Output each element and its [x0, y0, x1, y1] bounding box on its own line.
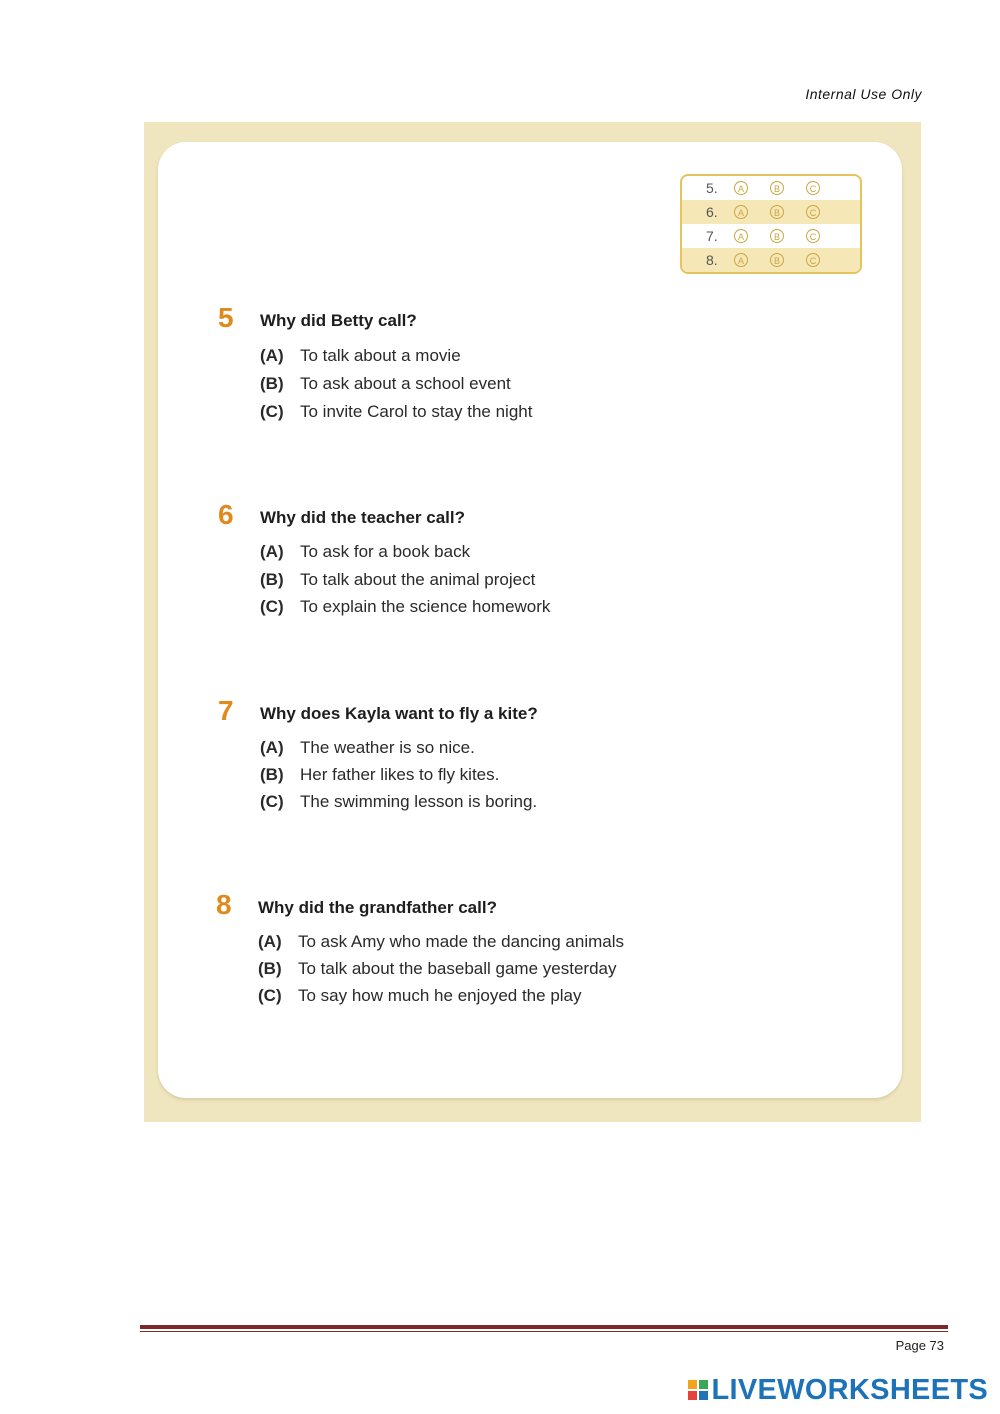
question-text: Why does Kayla want to fly a kite?: [260, 704, 538, 723]
question-number: 6: [218, 499, 234, 530]
option-letter: (B): [258, 959, 282, 978]
option-c[interactable]: [260, 597, 550, 617]
option-letter: (B): [260, 570, 284, 589]
answer-grid-number: 6.: [706, 204, 718, 220]
footer-rule: [140, 1325, 948, 1329]
answer-bubble-c[interactable]: C: [806, 253, 820, 267]
answer-bubble-c[interactable]: C: [806, 205, 820, 219]
option-text: To invite Carol to stay the night: [300, 402, 533, 421]
option-b[interactable]: [260, 765, 499, 785]
option-text: To ask about a school event: [300, 374, 511, 393]
option-letter: (A): [258, 932, 282, 951]
option-c[interactable]: [260, 792, 537, 812]
question-number: 8: [216, 889, 232, 920]
answer-grid-number: 5.: [706, 180, 718, 196]
option-text: To talk about the animal project: [300, 570, 536, 589]
option-letter: (C): [260, 597, 284, 616]
footer-rule-thin: [140, 1331, 948, 1332]
question-number: 7: [218, 695, 234, 726]
option-text: To say how much he enjoyed the play: [298, 986, 582, 1005]
option-letter: (B): [260, 374, 284, 393]
answer-bubble-c[interactable]: C: [806, 229, 820, 243]
option-b[interactable]: [260, 570, 535, 590]
question-text: Why did the teacher call?: [260, 508, 465, 527]
option-c[interactable]: [260, 402, 532, 422]
option-text: To talk about the baseball game yesterday: [298, 959, 617, 978]
answer-grid-row: [682, 224, 860, 248]
option-text: To ask Amy who made the dancing animals: [298, 932, 625, 951]
option-letter: (C): [260, 792, 284, 811]
liveworksheets-logo[interactable]: [688, 1372, 989, 1408]
internal-use-label: Internal Use Only: [805, 86, 922, 102]
option-a[interactable]: [260, 542, 470, 562]
answer-grid-number: 8.: [706, 252, 718, 268]
answer-bubble-b[interactable]: B: [770, 229, 784, 243]
liveworksheets-mark-icon: [688, 1380, 708, 1400]
option-text: To talk about a movie: [300, 346, 461, 365]
answer-grid-row: [682, 176, 860, 200]
answer-grid-number: 7.: [706, 228, 718, 244]
option-letter: (A): [260, 738, 284, 757]
answer-bubble-a[interactable]: A: [734, 253, 748, 267]
option-b[interactable]: [260, 374, 511, 394]
option-letter: (B): [260, 765, 284, 784]
option-text: The swimming lesson is boring.: [300, 792, 538, 811]
option-text: To explain the science homework: [300, 597, 551, 616]
option-a[interactable]: [260, 346, 461, 366]
option-a[interactable]: [260, 738, 475, 758]
option-letter: (C): [258, 986, 282, 1005]
option-text: Her father likes to fly kites.: [300, 765, 500, 784]
answer-bubble-a[interactable]: A: [734, 205, 748, 219]
question-text: Why did the grandfather call?: [258, 898, 497, 917]
option-text: The weather is so nice.: [300, 738, 475, 757]
question-number: 5: [218, 302, 234, 333]
answer-grid: [680, 174, 862, 274]
option-letter: (C): [260, 402, 284, 421]
answer-grid-row: [682, 248, 860, 272]
question-text: Why did Betty call?: [260, 311, 417, 330]
page-number: Page 73: [895, 1338, 944, 1353]
answer-bubble-b[interactable]: B: [770, 205, 784, 219]
answer-bubble-b[interactable]: B: [770, 181, 784, 195]
answer-bubble-b[interactable]: B: [770, 253, 784, 267]
liveworksheets-wordmark: LIVEWORKSHEETS: [711, 1373, 988, 1406]
answer-bubble-a[interactable]: A: [734, 229, 748, 243]
option-letter: (A): [260, 542, 284, 561]
option-a[interactable]: [258, 932, 624, 952]
option-letter: (A): [260, 346, 284, 365]
worksheet-frame: [144, 122, 921, 1122]
option-text: To ask for a book back: [300, 542, 471, 561]
answer-bubble-a[interactable]: A: [734, 181, 748, 195]
worksheet-card: [158, 142, 902, 1098]
option-c[interactable]: [258, 986, 582, 1006]
option-b[interactable]: [258, 959, 616, 979]
answer-bubble-c[interactable]: C: [806, 181, 820, 195]
answer-grid-row: [682, 200, 860, 224]
